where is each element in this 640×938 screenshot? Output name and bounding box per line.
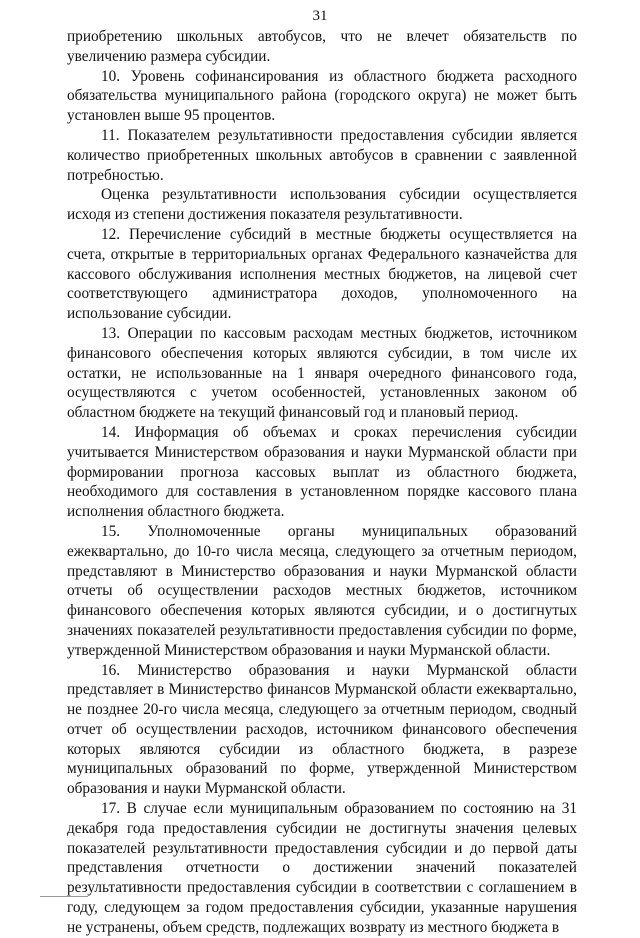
paragraph-item-12: 12. Перечисление субсидий в местные бюджеты осуществляется на счета, открытые в территориальных органах Федерального казначейства для кассового обслуживания исполнения местных бюджетов, на лицевой счет соответствующего администратора доходов, уполномоченного на использование субсидии. bbox=[67, 225, 577, 323]
paragraph-evaluation: Оценка результативности использования субсидии осуществляется исходя из степени достижения показателя результативности. bbox=[67, 186, 577, 224]
paragraph-continuation: приобретению школьных автобусов, что не влечет обязательств по увеличению размера субсидии. bbox=[67, 28, 577, 65]
document-body bbox=[67, 27, 577, 938]
footer-divider bbox=[40, 896, 88, 897]
page-number: 31 bbox=[312, 8, 328, 24]
paragraph-item-11: 11. Показателем результативности предоставления субсидии является количество приобретенных школьных автобусов в сравнении с заявленной потребностью. bbox=[67, 126, 577, 184]
paragraph-item-17: 17. В случае если муниципальным образованием по состоянию на 31 декабря года предоставления субсидии не достигнуты значения целевых показателей результативности предоставления субсидии и до первой даты представления отчетности о достижении значений показателей результативности предоставления субсидии в соответствии с соглашением в году, следующем за годом предоставления субсидии, указанные нарушения не устранены, объем средств, подлежащих возврату из местного бюджета в bbox=[67, 800, 577, 936]
paragraph-item-14: 14. Информация об объемах и сроках перечисления субсидии учитывается Министерством образования и науки Мурманской области при формировании прогноза кассовых выплат из областного бюджета, необходимого для составления в установленном порядке кассового плана исполнения областного бюджета. bbox=[67, 423, 577, 521]
paragraph-item-13: 13. Операции по кассовым расходам местных бюджетов, источником финансового обеспечения которых являются субсидии, в том числе их остатки, не использованные на 1 января очередного финансового года, осуществляются с учетом особенностей, установленных законом об областном бюджете на текущий финансовый год и плановый период. bbox=[67, 324, 577, 422]
paragraph-item-16: 16. Министерство образования и науки Мурманской области представляет в Министерство финансов Мурманской области ежеквартально, не позднее 20-го числа месяца, следующего за отчетным периодом, сводный отчет об осуществлении расходов, источником финансового обеспечения которых являются субсидии из областного бюджета, в разрезе муниципальных образований по форме, утвержденной Министерством образования и науки Мурманской области. bbox=[67, 661, 577, 798]
paragraph-item-15: 15. Уполномоченные органы муниципальных образований ежеквартально, до 10-го числа месяца, следующего за отчетным периодом, представляют в Министерство образования и науки Мурманской области отчеты об осуществлении расходов местных бюджетов, источником финансового обеспечения которых являются субсидии, и о достигнутых значениях показателей результативности предоставления субсидии по форме, утвержденной Министерством образования и науки Мурманской области. bbox=[67, 522, 577, 659]
paragraph-item-10: 10. Уровень софинансирования из областного бюджета расходного обязательства муниципального района (городского округа) не может быть установлен выше 95 процентов. bbox=[67, 67, 577, 125]
